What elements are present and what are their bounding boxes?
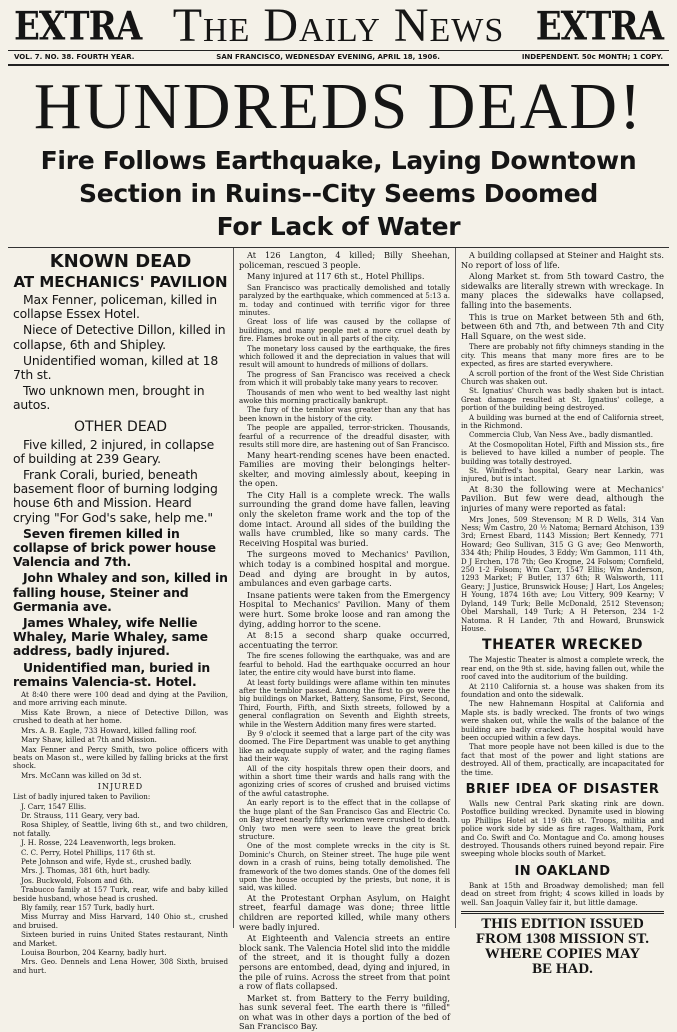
- notice-line: BE HAD.: [532, 961, 593, 978]
- injured-item: Louisa Bourbon, 204 Kearny, badly hurt.: [21, 948, 167, 958]
- report-paragraph: An early report is to the effect that in the collapse of the huge plant of the San Francisco Gas and Electric Co. on Bay street nearly fifty workmen were crushed to death. Only two men were seen to leave the great brick structure.: [239, 798, 450, 841]
- other-dead-item: James Whaley, wife Nellie Whaley, Marie Whaley, same address, badly injured.: [13, 615, 208, 659]
- report-paragraph: At 2110 California st. a house was shaken from its foundation and onto the sidewalk.: [461, 681, 664, 699]
- column-2: [233, 248, 455, 1032]
- known-dead-item: Unidentified woman, killed at 18 7th st.: [13, 352, 219, 383]
- pavilion-report: At 8:30 the following were at Mechanics' Pavilion. But few were dead, although the injuries of many were reported as fatal:: [461, 483, 664, 514]
- oakland-heading: IN OAKLAND: [514, 863, 611, 879]
- injured-heading: INJURED: [97, 782, 144, 792]
- pavilion-list: Mrs Jones, 509 Stevenson; M R D Wells, 314 Van Ness; Wm Castro, 20 ½ Natoma; Bernard Atchison, 139 3rd; Ernest Ebard, 1143 Mission; Bert Kennedy, 771 Howard; Geo Sullivan, 315 G G ave; Geo Menworth, 334 4th; Philip Houdes, 3 Eddy; Wm Gammon, 111 4th, D J Erchen, 178 7th; Geo Krogne, 24 Folsom; Cornfield, 250 1-2 Folsom; Wm Carr, 1547 Ellis; Wm Anderson, 1293 Market; F Butler, 137 6th; R Walsworth, 111 Geary; J Justice, Brunswick House; J Hart, Los Angeles; H Young, 1874 16th ave; Lou Vittery, 909 Kearny; V Dyland, 149 Turk; Belle McDonald, 2512 Stevenson; Obel Marshall, 149 Turk; A H Peterson, 234 1-2 Natoma. R H Lander, 7th and Howard, Brunswick House.: [461, 514, 664, 633]
- theater-heading: THEATER WRECKED: [482, 637, 643, 654]
- volume-info: VOL. 7. NO. 38. FOURTH YEAR.: [14, 53, 135, 61]
- report-paragraph: Market st. from Battery to the Ferry building, has sunk several feet. The earth there is "filled" on what was in other days a portion of the bed of San Francisco Bay.: [239, 992, 450, 1032]
- report-paragraph: Max Fenner and Percy Smith, two police officers with beats on Mason st., were killed by falling bricks at the first shock.: [13, 744, 228, 771]
- report-paragraph: The progress of San Francisco was received a check from which it will probably take many years to recover.: [239, 369, 450, 388]
- known-dead-item: Two unknown men, brought in autos.: [13, 383, 205, 413]
- report-paragraph: At the Protestant Orphan Asylum, on Haight street, fearful damage was done; three little children are reported killed, while many others were badly injured.: [239, 892, 450, 932]
- banner-headline: HUNDREDS DEAD!: [33, 70, 644, 143]
- injured-item: Sixteen buried in ruins United States restaurant, Ninth and Market.: [13, 930, 228, 948]
- other-dead-item: Five killed, 2 injured, in collapse of building at 239 Geary.: [13, 436, 215, 466]
- report-paragraph: There are probably not fifty chimneys standing in the city. This means that many more fires are to be expected, as fires are started everywhere.: [461, 342, 664, 369]
- paper-name: The Daily News: [172, 0, 505, 52]
- injured-item: Trabucco family at 157 Turk, rear, wife and baby killed beside husband, whose head is crushed.: [13, 885, 228, 903]
- other-dead-heading: OTHER DEAD: [73, 418, 168, 435]
- report-paragraph: Mrs. A. B. Eagle, 733 Howard, killed falling roof.: [21, 725, 197, 735]
- report-paragraph: All of the city hospitals threw open their doors, and within a short time their wards and halls rang with the agonizing cries of scores of crushed and bruised victims of the awful catastrophe.: [239, 763, 450, 798]
- notice-line: WHERE COPIES MAY: [484, 946, 641, 963]
- report-paragraph: San Francisco was practically demolished and totally paralyzed by the earthquake, which commenced at 5:13 a. m. today and continued with terrific vigor for three minutes.: [239, 282, 450, 317]
- price-info: INDEPENDENT. 50c MONTH; 1 COPY.: [521, 53, 663, 61]
- report-paragraph: Thousands of men who went to bed wealthy last night awoke this morning practically bankrupt.: [239, 387, 450, 406]
- injured-intro: List of badly injured taken to Pavilion:: [13, 792, 151, 802]
- report-paragraph: At 8:15 a second sharp quake occurred, accentuating the terror.: [239, 630, 450, 650]
- other-dead-item: Unidentified man, buried in remains Valencia-st. Hotel.: [13, 659, 211, 689]
- injured-item: J. Carr, 1547 Ellis.: [21, 801, 87, 811]
- report-paragraph: That more people have not been killed is due to the fact that most of the power and light stations are destroyed. All of them, practically, are incapacitated for the time.: [461, 742, 664, 777]
- injured-item: Pete Johnson and wife, Hyde st., crushed badly.: [21, 856, 192, 866]
- edition-notice: [461, 911, 664, 977]
- injured-item: C. C. Perry, Hotel Phillips, 117 6th st.: [21, 847, 156, 857]
- report-paragraph: Mary Shaw, killed at 7th and Mission.: [21, 735, 157, 745]
- report-paragraph: Many injured at 117 6th st., Hotel Phillips.: [247, 271, 425, 282]
- known-dead-item: Niece of Detective Dillon, killed in collapse, 6th and Shipley.: [13, 322, 226, 352]
- subheadline: [8, 144, 669, 243]
- article-columns: [8, 247, 669, 1032]
- injured-item: Jos. Buckwold, Folsom and 6th.: [21, 875, 134, 885]
- notice-line: THIS EDITION ISSUED: [481, 916, 644, 933]
- brief-heading: BRIEF IDEA OF DISASTER: [465, 782, 660, 797]
- place-date: SAN FRANCISCO, WEDNESDAY EVENING, APRIL 18, 1906.: [216, 53, 440, 61]
- column-1: [8, 248, 233, 975]
- report-paragraph: A building was burned at the end of California street, in the Richmond.: [461, 412, 664, 430]
- injured-item: Mrs. J. Thomas, 381 6th, hurt badly.: [21, 866, 151, 876]
- injured-item: Rosa Shipley, of Seattle, living 6th st., and two children, not fatally.: [13, 820, 228, 838]
- report-paragraph: Miss Kate Brown, a niece of Detective Dillon, was crushed to death at her home.: [13, 707, 228, 726]
- report-paragraph: Many heart-rending scenes have been enacted. Families are moving their belongings helter-skelter, and moving aimlessly about, keeping in the open.: [239, 449, 450, 489]
- notice-line: FROM 1308 MISSION ST.: [475, 931, 650, 948]
- masthead: [8, 0, 669, 50]
- subhead-line: For Lack of Water: [216, 212, 461, 241]
- report-paragraph: At 126 Langton, 4 killed; Billy Sheehan, policeman, rescued 3 people.: [239, 250, 450, 270]
- report-paragraph: Commercia Club, Van Ness Ave., badly dismantled.: [469, 430, 653, 440]
- report-paragraph: The City Hall is a complete wreck. The walls surrounding the grand dome have fallen, leaving only the skeleton frame work and the top of the dome intact. Around all sides of the building the walls have crumbled, like so many cards. The Receiving Hospital was buried.: [239, 489, 450, 548]
- report-paragraph: The new Hahnemann Hospital at California and Maple sts. is badly wrecked. The fronts of two wings were shaken out, while the walls of the balance of the building are badly cracked. The hospital would have been occupied within a few days.: [461, 699, 664, 742]
- report-paragraph: The monetary loss caused by the earthquake, the fires which followed it and the depreciation in values that will result will amount to hundreds of millions of dollars.: [239, 343, 450, 370]
- report-paragraph: By 9 o'clock it seemed that a large part of the city was doomed. The Fire Department was unable to get anything like an adequate supply of water, and the raging flames had their way.: [239, 729, 450, 764]
- known-dead-heading: KNOWN DEAD: [49, 251, 192, 272]
- other-dead-item: Seven firemen killed in collapse of brick power house Valencia and 7th.: [13, 525, 216, 570]
- report-paragraph: St. Winifred's hospital, Geary near Larkin, was injured, but is intact.: [461, 466, 664, 484]
- report-paragraph: Bank at 15th and Broadway demolished; man fell dead on street from fright; 4 scows killed in loads by well. San Joaquin Valley fair it, but little damage.: [461, 880, 664, 907]
- other-dead-item: Frank Corali, buried, beneath basement floor of burning lodging house 6th and Mission. Heard crying "For God's sake, help me.": [13, 467, 218, 525]
- extra-right-label: EXTRA: [535, 4, 663, 50]
- injured-item: J. H. Rosse, 224 Leavenworth, legs broken.: [21, 838, 176, 848]
- injured-item: Miss Murray and Miss Harvard, 140 Ohio st., crushed and bruised.: [13, 912, 228, 930]
- report-paragraph: St. Ignatius' Church was badly shaken but is intact. Great damage resulted at St. Ignatius' college, a portion of the building being destroyed.: [461, 386, 664, 413]
- report-paragraph: At the Cosmopolitan Hotel, Fifth and Mission sts., fire is believed to have killed a number of people. The building was totally destroyed.: [461, 439, 664, 466]
- injured-item: Bly family, rear 157 Turk, badly hurt.: [21, 903, 155, 913]
- report-paragraph: A building collapsed at Steiner and Haight sts. No report of loss of life.: [461, 250, 664, 270]
- dateline: [8, 50, 669, 66]
- report-paragraph: The fury of the temblor was greater than any that has been known in the history of the city.: [239, 405, 450, 423]
- report-paragraph: The Majestic Theater is almost a complete wreck, the rear end, on the 9th st. side, having fallen out, while the roof caved into the auditorium of the building.: [461, 655, 664, 682]
- report-paragraph: A scroll portion of the front of the West Side Christian Church was shaken out.: [461, 368, 664, 386]
- report-paragraph: The people are appalled, terror-stricken. Thousands, fearful of a recurrence of the dreadful disaster, with results still more dire, are hastening out of San Francisco.: [239, 423, 450, 450]
- report-paragraph: At Eighteenth and Valencia streets an entire block sank. The Valencia Hotel slid into the middle of the street, and it is thought fully a dozen persons are entombed, dead, dying and injured, in the pile of ruins. Across the street from that point a row of flats collapsed.: [239, 933, 450, 992]
- known-dead-item: Max Fenner, policeman, killed in collapse Essex Hotel.: [13, 292, 217, 322]
- report-paragraph: At least forty buildings were aflame within ten minutes after the temblor passed. Among the first to go were the big buildings on Market, Battery, Sansome, First, Second, Third, Fourth, Fifth, and Sixth streets, followed by a general conflagration on Seventh and Eighth streets, while in the Western Addition many fires were started.: [239, 677, 450, 729]
- injured-item: Mrs. Geo. Dennels and Lena Hower, 308 Sixth, bruised and hurt.: [13, 957, 228, 975]
- column-3: [455, 248, 669, 978]
- subhead-line: Fire Follows Earthquake, Laying Downtown: [40, 146, 637, 175]
- other-dead-item: John Whaley and son, killed in falling house, Steiner and Germania ave.: [13, 570, 228, 614]
- pavilion-heading: AT MECHANICS' PAVILION: [13, 273, 228, 291]
- report-paragraph: The fire scenes following the earthquake, was and are fearful to behold. Had the earthquake occurred an hour later, the entire city would have burst into flame.: [239, 651, 450, 678]
- report-paragraph: The surgeons moved to Mechanics' Pavilion, which today is a combined hospital and morgue. Dead and dying are brought in by autos, ambulances and even garbage carts.: [239, 549, 450, 589]
- extra-left-label: EXTRA: [14, 4, 142, 50]
- injured-item: Dr. Strauss, 111 Geary, very bad.: [21, 810, 140, 820]
- report-paragraph: Along Market st. from 5th toward Castro, the sidewalks are literally strewn with wreckage. In many places the sidewalks have collapsed, falling into the basements.: [461, 271, 664, 310]
- report-paragraph: Insane patients were taken from the Emergency Hospital to Mechanics' Pavilion. Many of them were hurt. Some broke loose and ran among the dying, adding horror to the scene.: [239, 589, 450, 629]
- report-paragraph: At 8:40 there were 100 dead and dying at the Pavilion, and more arriving each minute.: [13, 690, 228, 708]
- report-paragraph: This is true on Market between 5th and 6th, between 6th and 7th, and between 7th and City Hall Square, on the west side.: [461, 311, 664, 341]
- subhead-line: Section in Ruins--City Seems Doomed: [78, 179, 599, 208]
- report-paragraph: Great loss of life was caused by the collapse of buildings, and many people met a more cruel death by fire. Flames broke out in all parts of the city.: [239, 317, 450, 344]
- report-paragraph: Walls new Central Park skating rink are down. Postoffice building wrecked. Dynamite used in blowing up Phillips Hotel at 119 6th st. Troops, militia and police work side by side as fire rages. Waltham, Pork and Co. Swift and Co. Montague and Co. among houses destroyed. Thousands others ruined beyond repair. Fire sweeping whole blocks south of Market.: [461, 799, 664, 859]
- report-paragraph: One of the most complete wrecks in the city is St. Dominic's Church, on Steiner street. The huge pile went down in a crash of ruins, being totally demolished. The framework of the two domes stands. One of the domes fell upon the house occupied by the priests, but none, it is said, was killed.: [239, 841, 450, 893]
- report-paragraph: Mrs. McCann was killed on 3d st.: [21, 770, 142, 780]
